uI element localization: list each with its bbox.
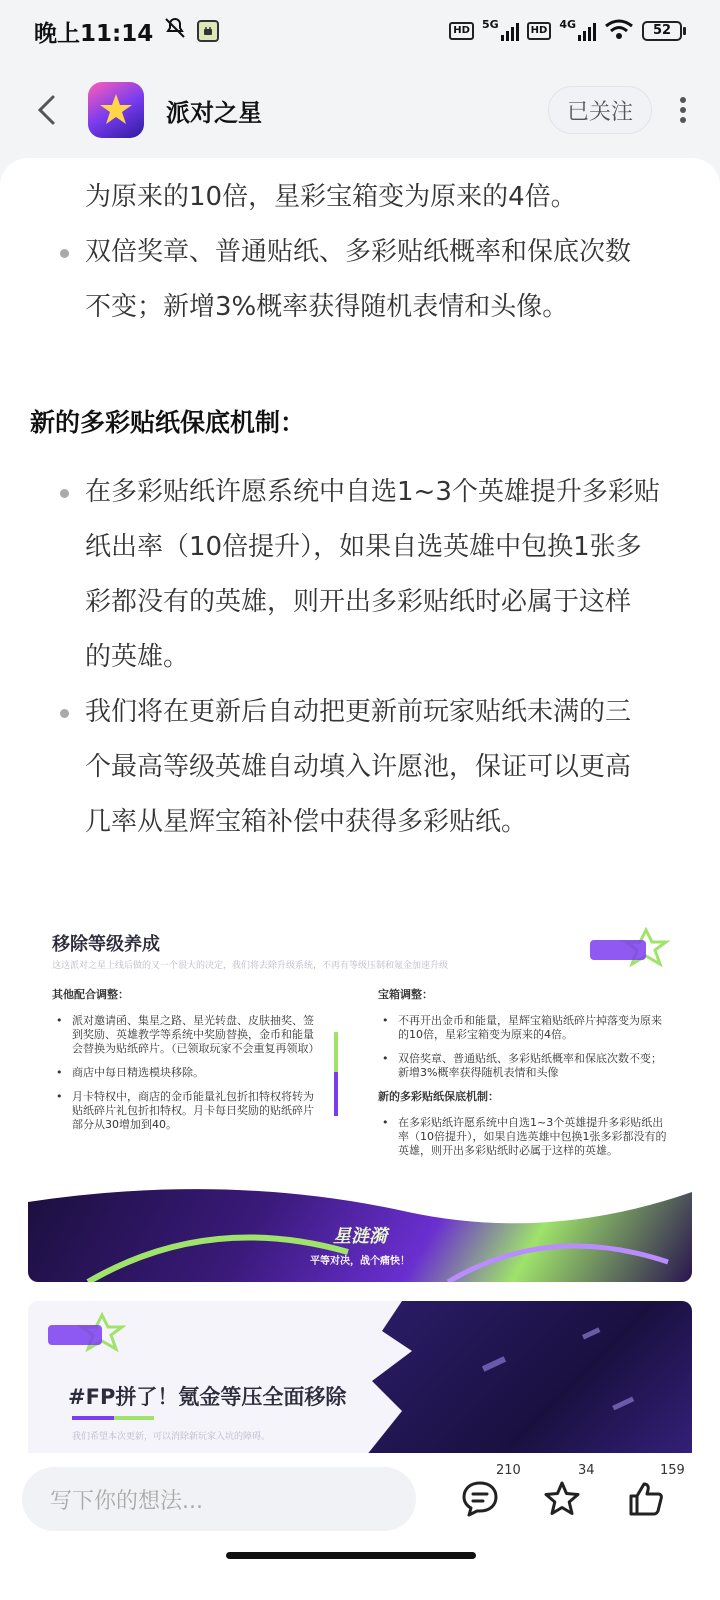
comment-icon [460,1479,500,1519]
left-column-item: • 商店中每日精选模块移除。 [52,1066,322,1080]
promo-banner [28,1182,692,1282]
status-bar [0,0,720,62]
continued-text-line: 为原来的10倍，星彩宝箱变为原来的4倍。 [85,182,577,212]
list-item-line: 的英雄。 [85,642,190,672]
right-column-item: • 双倍奖章、普通贴纸、多彩贴纸概率和保底次数不变；新增3%概率获得随机表情和头像 [378,1052,668,1080]
right-column [378,988,668,1168]
wifi-icon [604,18,634,44]
account-avatar[interactable] [88,82,144,138]
right-column-heading-2: 新的多彩贴纸保底机制： [378,1090,499,1103]
comment-input[interactable]: 写下你的想法... [22,1467,416,1531]
bullet-dot [60,709,69,718]
right-column-heading: 宝箱调整： [378,988,433,1001]
list-item-line: 个最高等级英雄自动填入许愿池，保证可以更高 [85,752,632,782]
bottom-action-bar [0,1453,720,1600]
banner-logo: 星涟漪 [333,1226,387,1247]
list-item-line: 几率从星辉宝箱补偿中获得多彩贴纸。 [85,807,528,837]
signal-icon-2 [578,21,596,41]
network-label-2: 4G [559,18,576,31]
article-image-1[interactable] [28,920,692,1282]
left-column-heading: 其他配合调整： [52,988,129,1001]
like-count: 159 [660,1463,685,1478]
thumbs-up-icon [626,1479,666,1519]
follow-button[interactable]: 已关注 [548,86,652,134]
hd-badge-1: HD [449,22,474,40]
list-item-line: 在多彩贴纸许愿系统中自选1~3个英雄提升多彩贴 [85,477,660,507]
star-logo-icon [96,90,136,130]
paint-splash-art [362,1301,692,1453]
back-button[interactable] [22,86,70,134]
divider-bar-green [334,1032,338,1072]
image-subtitle: 我们希望本次更新，可以消除新玩家入坑的障碍。 [72,1432,271,1442]
status-right [449,18,686,44]
title-underline-green [114,1416,154,1420]
top-nav [0,62,720,158]
mute-icon [163,16,187,46]
article-image-2[interactable] [28,1301,692,1453]
hd-badge-2: HD [527,22,552,40]
image-title: 移除等级养成 [52,934,160,955]
list-item-line: 双倍奖章、普通贴纸、多彩贴纸概率和保底次数 [85,237,632,267]
list-item-line: 纸出率（10倍提升），如果自选英雄中包换1张多 [85,532,642,562]
more-vertical-icon [679,96,687,124]
section-title: 新的多彩贴纸保底机制： [30,408,306,437]
left-column [52,988,322,1142]
status-left [34,15,219,48]
divider-bar-purple [334,1072,338,1116]
android-icon [197,20,219,42]
list-item [30,465,690,685]
game-logo-icon [46,1311,126,1355]
bullet-dot [60,489,69,498]
game-logo-icon [586,926,672,970]
image-title: #FP拼了！氪金等压全面移除 [68,1385,347,1409]
article-content [0,158,720,1453]
image-dark-art [362,1301,692,1453]
battery-icon [642,21,686,41]
bullet-dot [60,249,69,258]
image-subtitle: 这这派对之星上线后做的又一个很大的决定，我们将去除升级系统，不再有等级压制和氪金加速升级 [52,961,449,971]
list-item-line: 不变；新增3%概率获得随机表情和头像。 [85,292,569,322]
right-column-item: • 不再开出金币和能量，星辉宝箱贴纸碎片掉落变为原来的10倍，星彩宝箱变为原来的4倍。 [378,1014,668,1042]
star-icon [542,1479,582,1519]
list-item [30,685,690,850]
comment-count: 210 [496,1463,521,1478]
left-column-item: • 月卡特权中，商店的金币能量礼包折扣特权将转为贴纸碎片礼包折扣特权。月卡每日奖励的贴纸碎片部分从30增加到40。 [52,1090,322,1132]
right-column-item: • 在多彩贴纸许愿系统中自选1~3个英雄提升多彩贴纸出率（10倍提升），如果自选英雄中包换1张多彩都没有的英雄，则开出多彩贴纸时必属于这样的英雄。 [378,1116,668,1158]
chevron-left-icon [35,94,57,126]
signal-icon-1 [501,21,519,41]
home-indicator[interactable] [226,1552,476,1559]
banner-slogan: 平等对决，战个痛快！ [310,1256,410,1267]
battery-level: 52 [642,21,682,41]
more-options-button[interactable] [668,86,698,134]
account-name[interactable]: 派对之星 [166,98,262,127]
favorite-count: 34 [578,1463,595,1478]
status-time: 晚上11:14 [34,20,154,47]
left-column-item: • 派对邀请函、集星之路、星光转盘、皮肤抽奖、签到奖励、英雄教学等系统中奖励替换，金币和能量会替换为贴纸碎片。（已领取玩家不会重复再领取） [52,1014,322,1056]
list-item-line: 我们将在更新后自动把更新前玩家贴纸未满的三 [85,697,632,727]
network-label-1: 5G [481,18,499,31]
list-item-line: 彩都没有的英雄，则开出多彩贴纸时必属于这样 [85,587,632,617]
list-item [30,225,690,335]
